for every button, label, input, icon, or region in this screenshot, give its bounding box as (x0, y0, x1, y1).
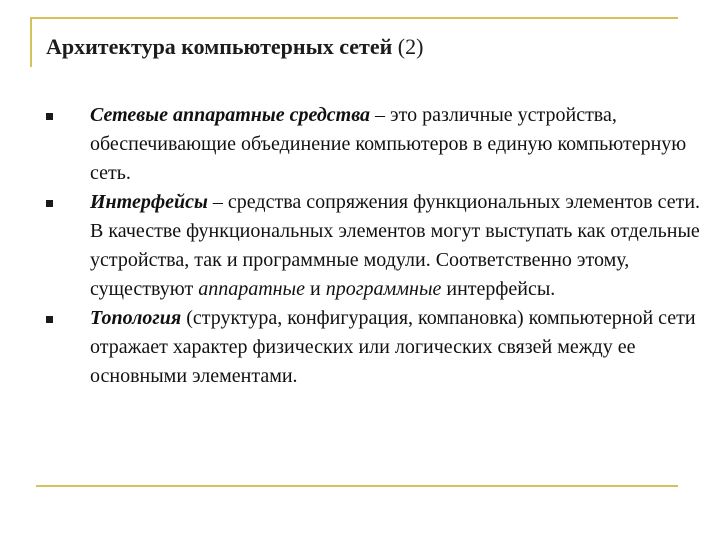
term-hardware: Сетевые аппаратные средства (90, 104, 371, 126)
square-bullet-icon (46, 200, 53, 207)
bullet-item-hardware (46, 101, 706, 188)
title-text: Архитектура компьютерных сетей (46, 34, 393, 59)
term-topology: Топология (90, 307, 182, 329)
title-number: (2) (397, 34, 424, 59)
slide-title (46, 34, 423, 60)
bullet-item-interfaces (46, 188, 706, 304)
frame-top-line (30, 17, 678, 19)
bullet-text: – средства сопряжения функциональных элементов сети. В качестве функциональных элементов могут выступать как отдельные устройства, так и программные модули. Соответственно этому, существуют (90, 191, 701, 300)
bullet-item-topology (46, 304, 706, 391)
bullet-text: (структура, конфигурация, компановка) компьютерной сети отражает характер физических или логических связей между ее основными элементами. (90, 307, 696, 387)
square-bullet-icon (46, 316, 53, 323)
square-bullet-icon (46, 113, 53, 120)
bullet-list (46, 101, 706, 391)
bullet-text: и (304, 278, 326, 300)
italic-software: программные (325, 278, 442, 300)
bullet-text: – это различные устройства, обеспечивающие объединение компьютеров в единую компьютерную сеть. (90, 104, 687, 184)
bullet-text: интерфейсы. (441, 278, 556, 300)
italic-hardware: аппаратные (198, 278, 305, 300)
frame-left-line (30, 17, 32, 67)
term-interfaces: Интерфейсы (90, 191, 208, 213)
frame-bottom-line (36, 485, 678, 487)
